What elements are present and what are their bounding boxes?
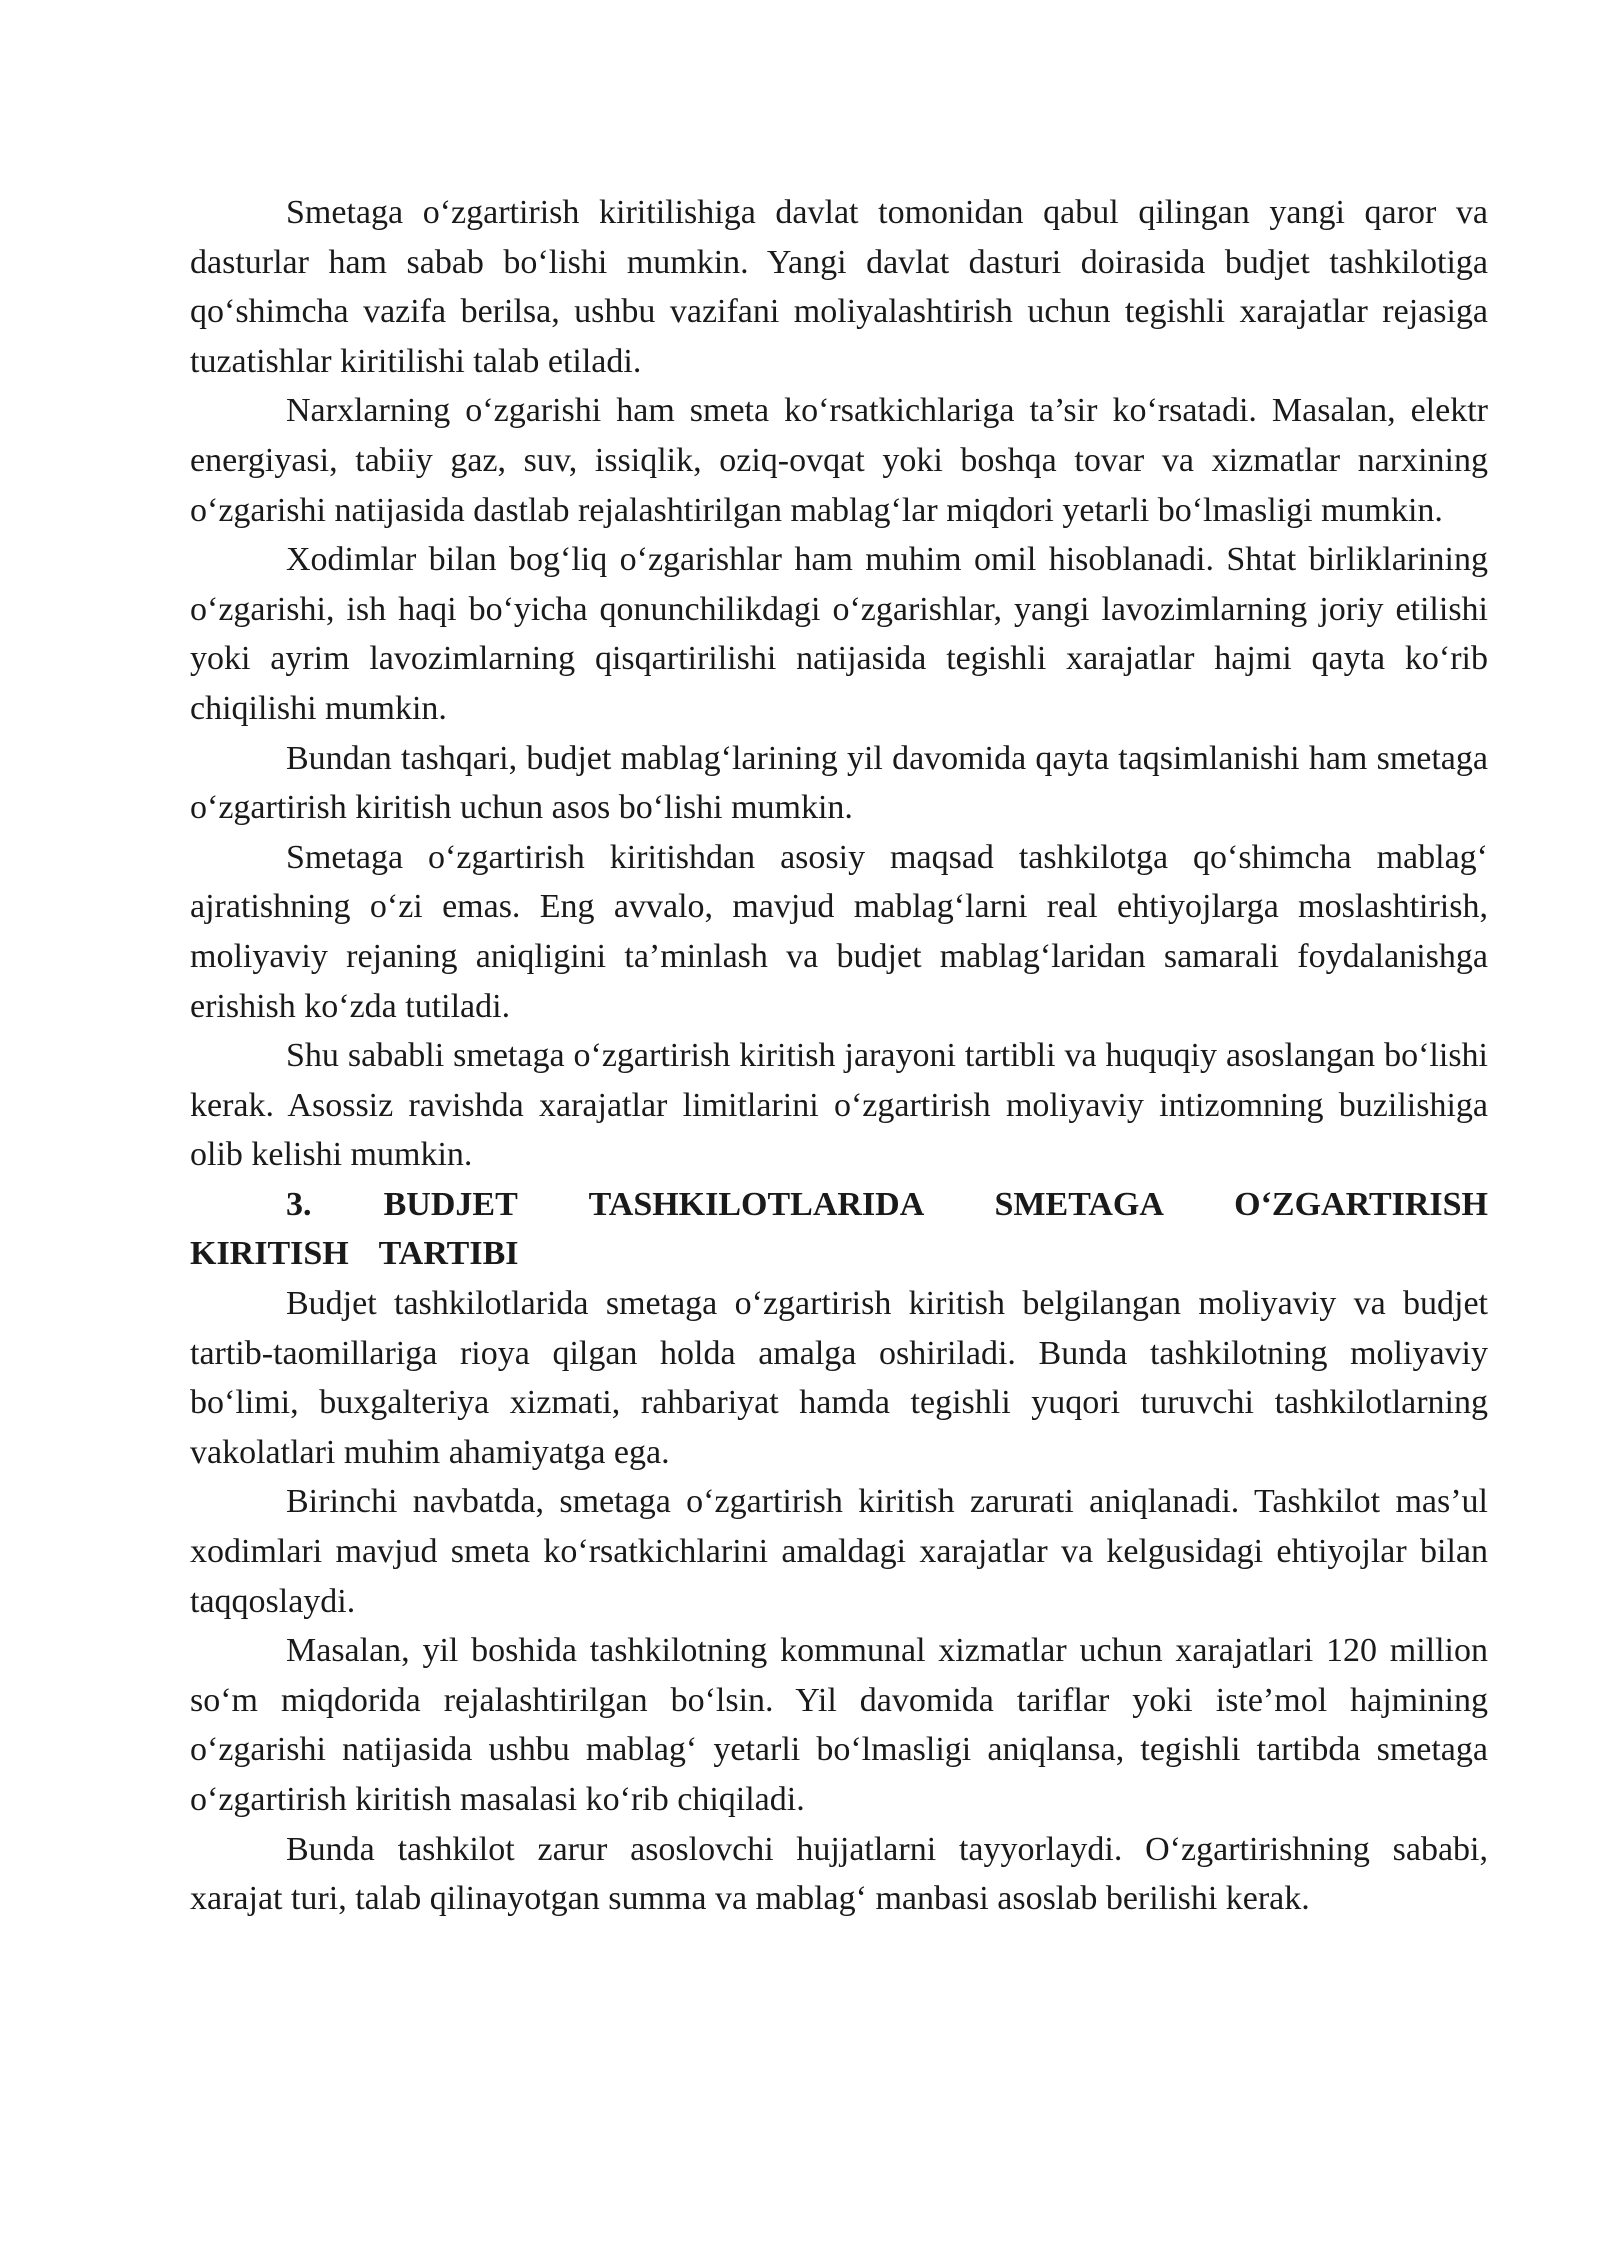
paragraph: Birinchi navbatda, smetaga o‘zgartirish kiritish zarurati aniqlanadi. Tashkilot mas’ul xodimlari mavjud smeta ko‘rsatkichlarini amaldagi xarajatlar va kelgusidagi ehtiyojlar bilan taqqoslaydi.	[190, 1483, 1488, 1620]
document-page	[190, 188, 1488, 1924]
paragraph: Masalan, yil boshida tashkilotning kommunal xizmatlar uchun xarajatlari 120 million so‘m miqdorida rejalashtirilgan bo‘lsin. Yil davomida tariflar yoki iste’mol hajmining o‘zgarishi natijasida ushbu mablag‘ yetarli bo‘lmasligi aniqlansa, tegishli tartibda smetaga o‘zgartirish kiritish masalasi ko‘rib chiqiladi.	[190, 1632, 1488, 1818]
paragraph: Shu sababli smetaga o‘zgartirish kiritish jarayoni tartibli va huquqiy asoslangan bo‘lishi kerak. Asossiz ravishda xarajatlar limitlarini o‘zgartirish moliyaviy intizomning buzilishiga olib kelishi mumkin.	[190, 1037, 1488, 1174]
paragraph: Xodimlar bilan bog‘liq o‘zgarishlar ham muhim omil hisoblanadi. Shtat birliklarining o‘zgarishi, ish haqi bo‘yicha qonunchilikdagi o‘zgarishlar, yangi lavozimlarning joriy etilishi yoki ayrim lavozimlarning qisqartirilishi natijasida tegishli xarajatlar hajmi qayta ko‘rib chiqilishi mumkin.	[190, 541, 1488, 727]
paragraph: Bundan tashqari, budjet mablag‘larining yil davomida qayta taqsimlanishi ham smetaga o‘zgartirish kiritish uchun asos bo‘lishi mumkin.	[190, 739, 1488, 827]
paragraph: Narxlarning o‘zgarishi ham smeta ko‘rsatkichlariga ta’sir ko‘rsatadi. Masalan, elektr energiyasi, tabiiy gaz, suv, issiqlik, oziq-ovqat yoki boshqa tovar va xizmatlar narxining o‘zgarishi natijasida dastlab rejalashtirilgan mablag‘lar miqdori yetarli bo‘lmasligi mumkin.	[190, 392, 1488, 529]
paragraph: Budjet tashkilotlarida smetaga o‘zgartirish kiritish belgilangan moliyaviy va budjet tartib-taomillariga rioya qilgan holda amalga oshiriladi. Bunda tashkilotning moliyaviy bo‘limi, buxgalteriya xizmati, rahbariyat hamda tegishli yuqori turuvchi tashkilotlarning vakolatlari muhim ahamiyatga ega.	[190, 1285, 1488, 1471]
paragraph: Bunda tashkilot zarur asoslovchi hujjatlarni tayyorlaydi. O‘zgartirishning sababi, xarajat turi, talab qilinayotgan summa va mablag‘ manbasi asoslab berilishi kerak.	[190, 1830, 1488, 1918]
paragraph: Smetaga o‘zgartirish kiritishdan asosiy maqsad tashkilotga qo‘shimcha mablag‘ ajratishning o‘zi emas. Eng avvalo, mavjud mablag‘larni real ehtiyojlarga moslashtirish, moliyaviy rejaning aniqligini ta’minlash va budjet mablag‘laridan samarali foydalanishga erishish ko‘zda tutiladi.	[190, 838, 1488, 1025]
paragraph: Smetaga o‘zgartirish kiritilishiga davlat tomonidan qabul qilingan yangi qaror va dasturlar ham sabab bo‘lishi mumkin. Yangi davlat dasturi doirasida budjet tashkilotiga qo‘shimcha vazifa berilsa, ushbu vazifani moliyalashtirish uchun tegishli xarajatlar rejasiga tuzatishlar kiritilishi talab etiladi.	[190, 194, 1488, 380]
section-heading: 3. BUDJET TASHKILOTLARIDA SMETAGA O‘ZGARTIRISH KIRITISH TARTIBI	[190, 1185, 1488, 1273]
